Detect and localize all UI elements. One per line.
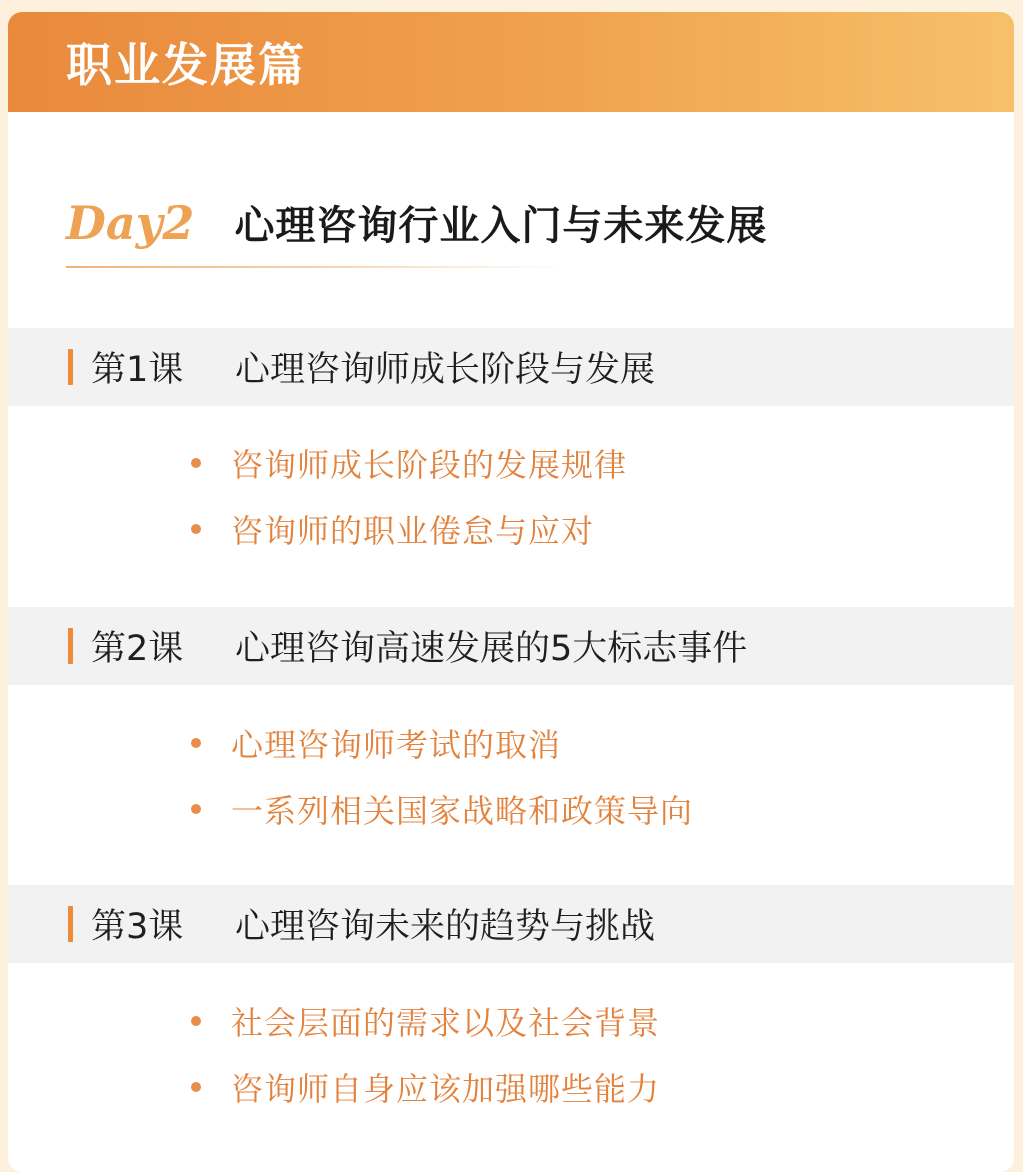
bullet-dot-icon bbox=[191, 1016, 201, 1026]
lesson-header bbox=[8, 607, 1014, 685]
bullet-dot-icon bbox=[191, 804, 201, 814]
day-heading bbox=[66, 194, 767, 251]
day-label: Day2 bbox=[66, 196, 195, 250]
lesson-title: 心理咨询高速发展的5大标志事件 bbox=[235, 629, 748, 669]
lesson-header bbox=[8, 328, 1014, 406]
list-item bbox=[191, 998, 660, 1044]
list-item-text: 咨询师自身应该加强哪些能力 bbox=[231, 1070, 661, 1108]
lesson-title: 心理咨询师成长阶段与发展 bbox=[235, 350, 656, 390]
lesson-marker bbox=[68, 628, 73, 664]
bullet-dot-icon bbox=[191, 738, 201, 748]
day-underline bbox=[66, 266, 566, 268]
list-item-text: 咨询师的职业倦怠与应对 bbox=[231, 512, 595, 550]
course-card bbox=[8, 12, 1014, 1172]
list-item-text: 心理咨询师考试的取消 bbox=[231, 726, 562, 764]
lesson-number: 第1课 bbox=[91, 350, 184, 390]
list-item bbox=[191, 720, 561, 766]
bullet-dot-icon bbox=[191, 458, 201, 468]
list-item bbox=[191, 1064, 660, 1110]
list-item bbox=[191, 440, 627, 486]
bullet-dot-icon bbox=[191, 524, 201, 534]
section-header bbox=[8, 12, 1014, 112]
lesson-number: 第2课 bbox=[91, 629, 184, 669]
bullet-dot-icon bbox=[191, 1082, 201, 1092]
list-item bbox=[191, 786, 693, 832]
lesson-marker bbox=[68, 906, 73, 942]
list-item bbox=[191, 506, 594, 552]
day-title: 心理咨询行业入门与未来发展 bbox=[234, 202, 768, 249]
lesson-title: 心理咨询未来的趋势与挑战 bbox=[235, 907, 656, 947]
lesson-marker bbox=[68, 349, 73, 385]
lesson-number: 第3课 bbox=[91, 907, 184, 947]
section-title: 职业发展篇 bbox=[66, 38, 306, 92]
list-item-text: 一系列相关国家战略和政策导向 bbox=[231, 792, 694, 830]
list-item-text: 咨询师成长阶段的发展规律 bbox=[231, 446, 628, 484]
lesson-header bbox=[8, 885, 1014, 963]
list-item-text: 社会层面的需求以及社会背景 bbox=[231, 1004, 661, 1042]
